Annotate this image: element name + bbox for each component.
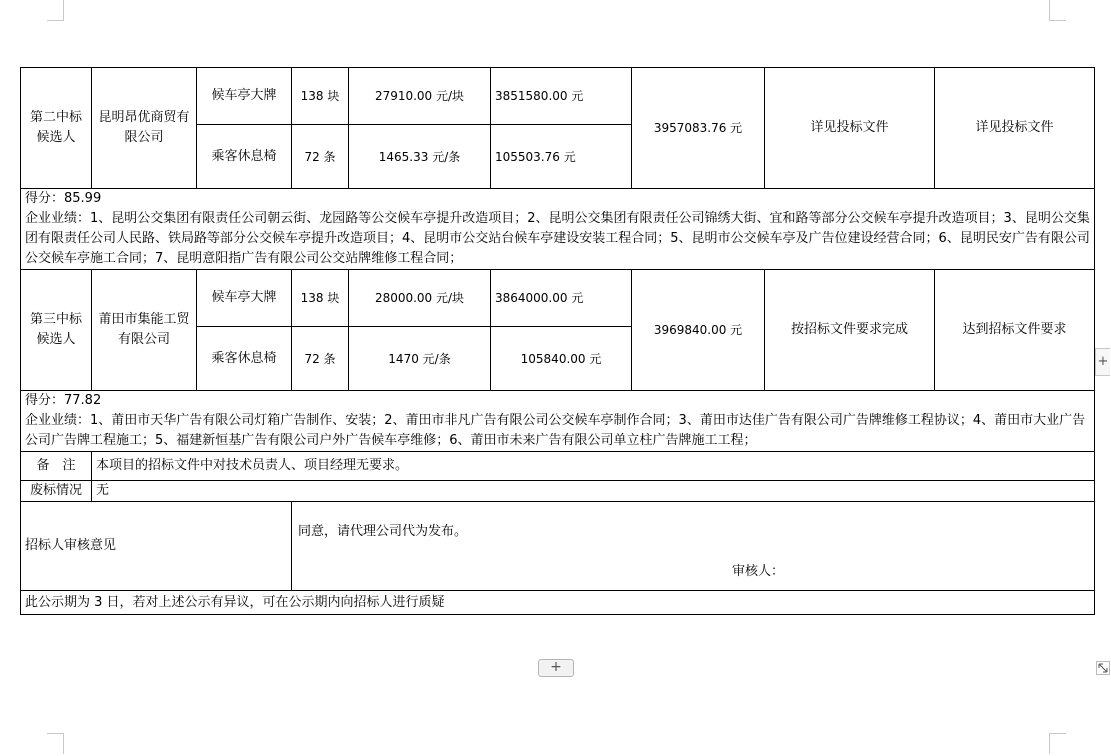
remarks-label-text: 备 注 [36, 458, 76, 473]
third-item-1-subtotal: 3864000.00 元 [491, 270, 632, 327]
third-candidate-row-1 [21, 270, 1095, 327]
third-item-1-unit-price: 28000.00 元/块 [349, 270, 491, 327]
second-total-cell: 3957083.76 元 [632, 68, 765, 189]
third-info-cell [21, 391, 1095, 452]
void-row [21, 481, 1095, 502]
remarks-row [21, 452, 1095, 481]
void-label: 废标情况 [21, 481, 92, 502]
review-row [21, 502, 1095, 591]
second-item-1-qty: 138 块 [292, 68, 349, 125]
third-score: 得分：77.82 [25, 393, 102, 408]
second-info-cell [21, 189, 1095, 270]
period-text: 此公示期为 3 日，若对上述公示有异议，可在公示期内向招标人进行质疑 [21, 591, 1095, 615]
third-item-2-name: 乘客休息椅 [197, 327, 292, 391]
second-item-1-name: 候车亭大牌 [197, 68, 292, 125]
second-item-1-subtotal: 3851580.00 元 [491, 68, 632, 125]
third-item-2-unit-price: 1470 元/条 [349, 327, 491, 391]
second-info-row [21, 189, 1095, 270]
review-content [292, 502, 1095, 591]
third-col-b-cell: 达到招标文件要求 [935, 270, 1095, 391]
second-item-2-unit-price: 1465.33 元/条 [349, 125, 491, 189]
second-item-2-subtotal: 105503.76 元 [491, 125, 632, 189]
review-agree-text: 同意，请代理公司代为发布。 [298, 524, 468, 539]
resize-icon [1096, 661, 1110, 675]
void-value: 无 [92, 481, 1095, 502]
crop-mark-bottom-left [47, 733, 64, 754]
third-rank-cell: 第三中标候选人 [21, 270, 92, 391]
second-item-1-unit-price: 27910.00 元/块 [349, 68, 491, 125]
review-label: 招标人审核意见 [21, 502, 292, 591]
third-info-row [21, 391, 1095, 452]
second-col-a-cell: 详见投标文件 [765, 68, 935, 189]
third-item-2-qty: 72 条 [292, 327, 349, 391]
third-item-1-qty: 138 块 [292, 270, 349, 327]
add-column-button[interactable]: + [1095, 348, 1110, 376]
second-item-2-qty: 72 条 [292, 125, 349, 189]
second-candidate-row-1 [21, 68, 1095, 125]
remarks-label [21, 452, 92, 481]
crop-mark-top-left [47, 0, 64, 21]
third-performance: 企业业绩：1、莆田市天华广告有限公司灯箱广告制作、安装；2、莆田市非凡广告有限公司公交候车亭制作合同；3、莆田市达佳广告有限公司广告牌维修工程协议；4、莆田市大业广告公司广告牌工程施工；5、福建新恒基广告有限公司户外广告候车亭维修；6、莆田市未来广告有限公司单立柱广告牌施工工程； [25, 413, 1086, 448]
third-company-cell: 莆田市集能工贸有限公司 [92, 270, 197, 391]
second-item-2-name: 乘客休息椅 [197, 125, 292, 189]
third-col-a-cell: 按招标文件要求完成 [765, 270, 935, 391]
second-score: 得分：85.99 [25, 191, 102, 206]
crop-mark-bottom-right [1049, 733, 1066, 754]
third-item-1-name: 候车亭大牌 [197, 270, 292, 327]
bid-results-table [20, 67, 1095, 615]
second-performance: 企业业绩：1、昆明公交集团有限责任公司朝云街、龙园路等公交候车亭提升改造项目；2、昆明公交集团有限责任公司锦绣大街、宜和路等部分公交候车亭提升改造项目；3、昆明公交集团有限责任公司人民路、铁局路等部分公交候车亭提升改造项目；4、昆明市公交站台候车亭建设安装工程合同；5、昆明市公交候车亭及广告位建设经营合同；6、昆明民安广告有限公司公交候车亭施工合同；7、昆明意阳指广告有限公司公交站牌维修工程合同； [25, 211, 1090, 266]
third-total-cell: 3969840.00 元 [632, 270, 765, 391]
third-item-2-subtotal: 105840.00 元 [491, 327, 632, 391]
crop-mark-top-right [1049, 0, 1066, 21]
period-row [21, 591, 1095, 615]
review-signer-label: 审核人： [732, 564, 785, 579]
second-rank-cell: 第二中标候选人 [21, 68, 92, 189]
second-company-cell: 昆明昂优商贸有限公司 [92, 68, 197, 189]
table-resize-handle[interactable] [1096, 660, 1110, 674]
second-col-b-cell: 详见投标文件 [935, 68, 1095, 189]
add-row-button[interactable]: + [538, 659, 574, 677]
remarks-value: 本项目的招标文件中对技术员责人、项目经理无要求。 [92, 452, 1095, 481]
